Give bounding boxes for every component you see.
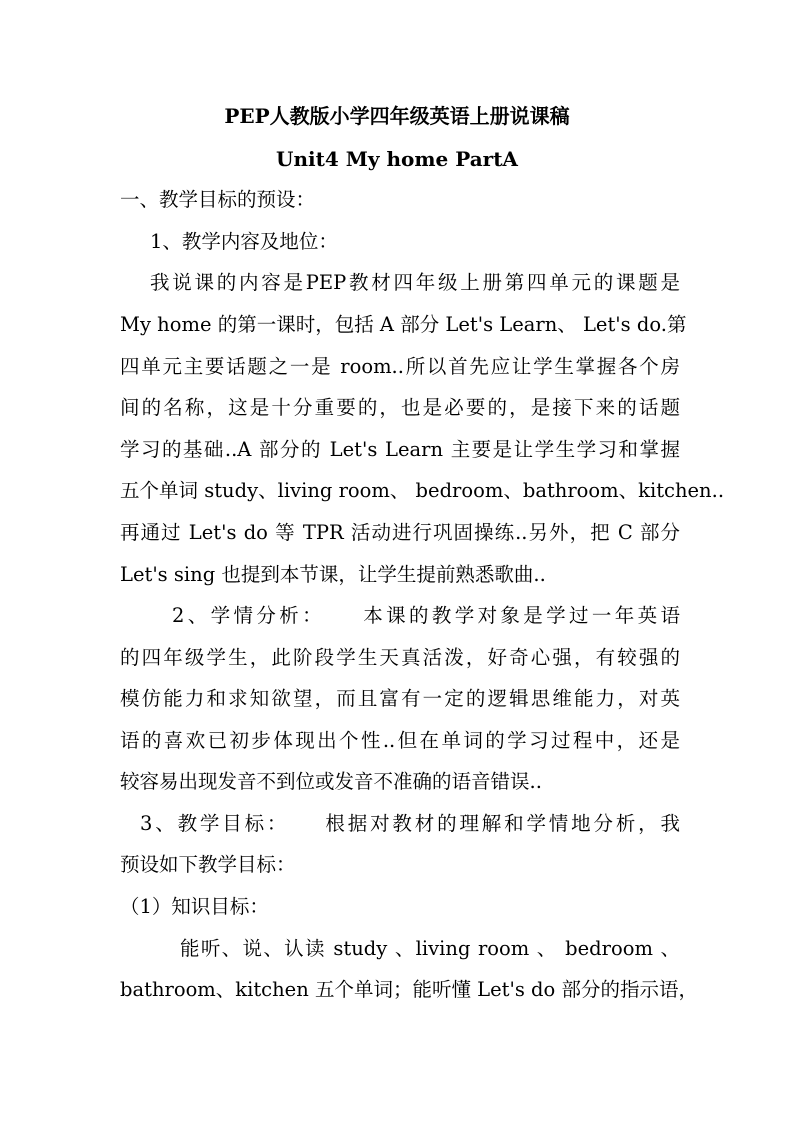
paragraph-line: 语的喜欢已初步体现出个性..但在单词的学习过程中，还是	[120, 729, 680, 752]
paragraph-line: 模仿能力和求知欲望，而且富有一定的逻辑思维能力，对英	[120, 687, 680, 710]
paragraph-line: 的四年级学生，此阶段学生天真活泼，好奇心强，有较强的	[120, 646, 680, 669]
paragraph-line: 五个单词 study、living room、 bedroom、bathroom、kitchen..	[120, 479, 725, 502]
paragraph-line: 我说课的内容是PEP教材四年级上册第四单元的课题是	[150, 271, 680, 294]
document-title: PEP人教版小学四年级英语上册说课稿	[224, 104, 570, 128]
paragraph-line: 学习的基础..A 部分的 Let's Learn 主要是让学生学习和掌握	[120, 438, 680, 461]
paragraph-line: My home 的第一课时，包括 A 部分 Let's Learn、 Let's do.第	[120, 313, 687, 336]
paragraph-line: 能听、说、认读 study 、living room 、 bedroom 、	[180, 937, 680, 960]
paragraph-line: bathroom、kitchen 五个单词；能听懂 Let's do 部分的指示语，	[120, 978, 698, 1001]
paragraph-line: 预设如下教学目标：	[120, 853, 296, 876]
paragraph-line: 3、教学目标： 根据对教材的理解和学情地分析，我	[140, 812, 680, 835]
subheading-content-position: 1、教学内容及地位：	[150, 230, 338, 253]
paragraph-line: 较容易出现发音不到位或发音不准确的语音错误..	[120, 770, 542, 793]
paragraph-line: 再通过 Let's do 等 TPR 活动进行巩固操练..另外，把 C 部分	[120, 521, 680, 544]
paragraph-line: 四单元主要话题之一是 room..所以首先应让学生掌握各个房	[120, 355, 680, 378]
document-subtitle: Unit4 My home PartA	[276, 147, 518, 171]
paragraph-line: 间的名称，这是十分重要的，也是必要的，是接下来的话题	[120, 396, 680, 419]
section-heading-objectives: 一、教学目标的预设：	[120, 188, 316, 211]
paragraph-line: Let's sing 也提到本节课，让学生提前熟悉歌曲..	[120, 563, 546, 586]
paragraph-line: 2、学情分析： 本课的教学对象是学过一年英语	[172, 604, 680, 627]
subheading-knowledge-objectives: （1）知识目标：	[120, 895, 269, 918]
